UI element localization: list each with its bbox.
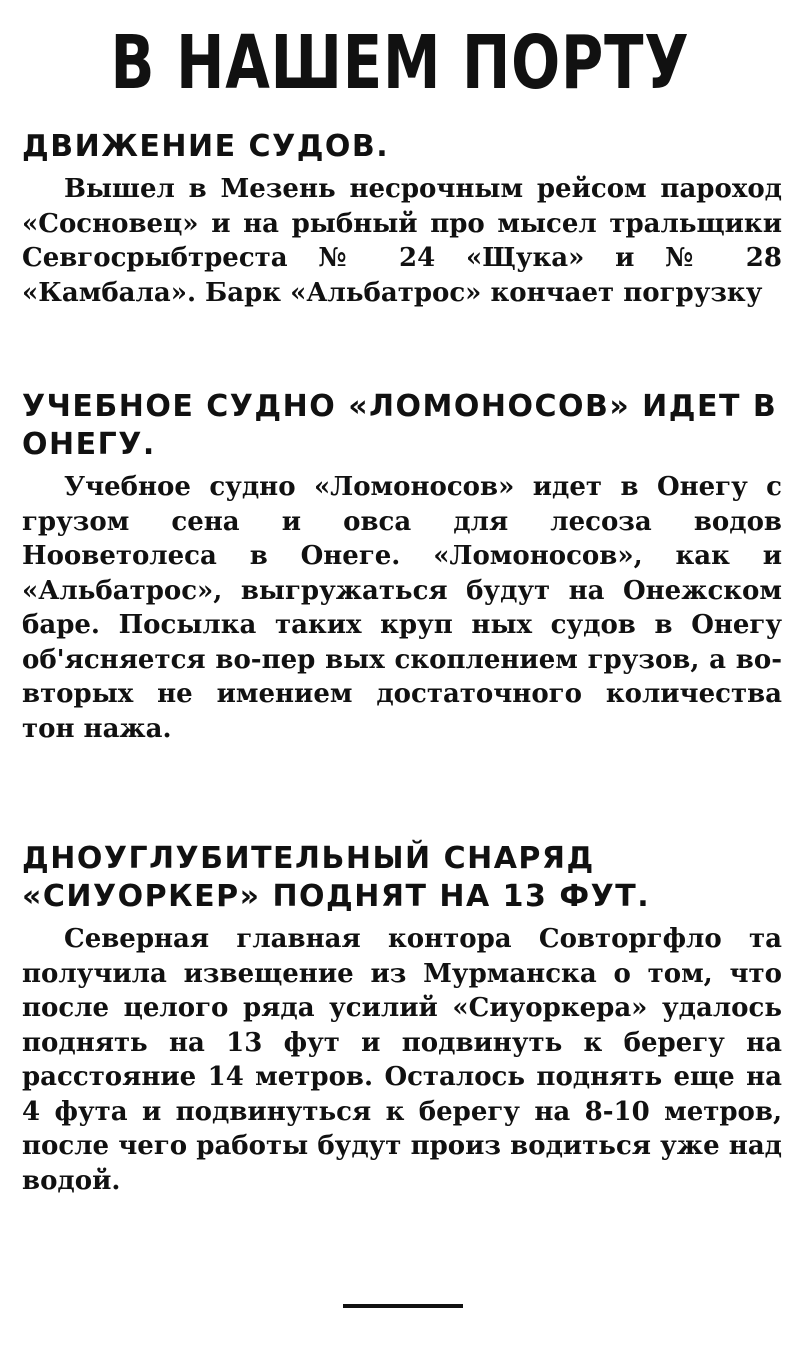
article-body: Вышел в Мезень несрочным рейсом пароход «Сосновец» и на рыбный про мысел тральщики Севгосрыбтреста № 24 «Щука» и № 28 «Камбала». Барк «Альбатрос» кончает погрузку bbox=[22, 174, 782, 308]
article-headline: УЧЕБНОЕ СУДНО «ЛОМОНОСОВ» ИДЕТ В ОНЕГУ. bbox=[22, 389, 778, 462]
article-headline: ДВИЖЕНИЕ СУДОВ. bbox=[22, 129, 390, 164]
page-title: В НАШЕМ ПОРТУ bbox=[110, 20, 690, 106]
article-ship-movement bbox=[22, 128, 782, 310]
end-divider bbox=[343, 1304, 463, 1308]
article-body: Учебное судно «Ломоносов» идет в Онегу с грузом сена и овса для лесоза водов Нооветолеса в Онеге. «Ломоносов», как и «Альбатрос», выгружаться будут на Онежском баре. Посылка таких круп ных судов в Онегу об'ясняется во-пер вых скоплением грузов, а во-вторых не имением достаточного количества тон нажа. bbox=[22, 472, 782, 744]
article-headline: ДНОУГЛУБИТЕЛЬНЫЙ СНАРЯД «СИУОРКЕР» ПОДНЯТ НА 13 ФУТ. bbox=[22, 841, 651, 914]
article-siuorker bbox=[22, 840, 782, 1198]
article-body: Северная главная контора Совторгфло та получила извещение из Мурманска о том, что после целого ряда усилий «Сиуоркера» удалось поднять на 13 фут и подвинуть к берегу на расстояние 14 метров. Осталось поднять еще на 4 фута и подвинуться к берегу на 8-10 метров, после чего работы будут произ водиться уже над водой. bbox=[22, 924, 782, 1196]
article-lomonosov bbox=[22, 388, 782, 746]
